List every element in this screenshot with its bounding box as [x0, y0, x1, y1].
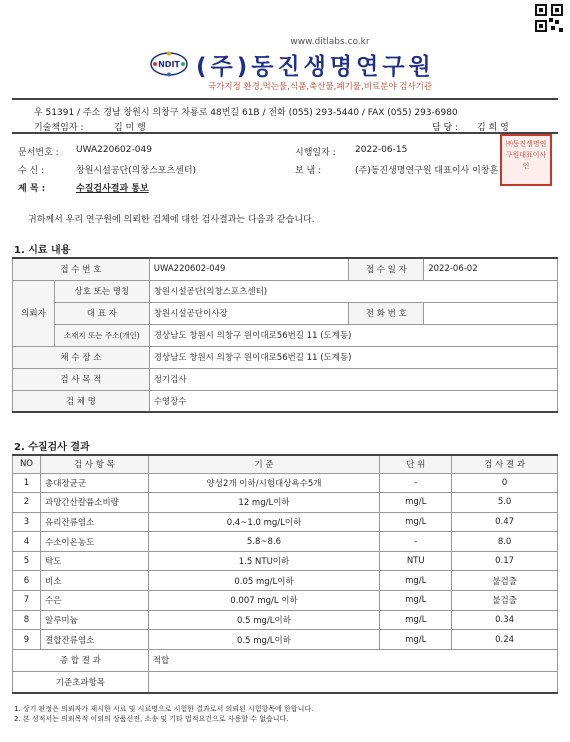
sampling-value: 경상남도 창원시 의창구 원이대로56번길 11 (도계동) — [149, 346, 557, 368]
manager-name: 김 희 영 — [477, 123, 509, 133]
row-no: 4 — [13, 532, 41, 552]
row-no: 9 — [13, 630, 41, 650]
address-value: 경상남도 창원시 의창구 원이대로56번길 11 (도계동) — [149, 324, 557, 346]
phone-value — [424, 302, 558, 324]
overall-label: 종 합 결 과 — [13, 649, 149, 671]
row-item: 수은 — [40, 591, 148, 611]
table-row — [13, 302, 558, 324]
row-standard: 5.8~8.6 — [148, 532, 380, 552]
recipient-label: 수 신 : — [18, 166, 45, 176]
row-result: 0.24 — [452, 630, 558, 650]
row-unit: NTU — [380, 551, 452, 571]
specimen-label: 검 체 명 — [13, 390, 150, 412]
table-row — [13, 390, 558, 412]
subject-value: 수질검사결과 통보 — [76, 184, 149, 194]
accreditation-text: 국가지정 환경,먹는물,식품,축산물,폐기물,비료분야 검사기관 — [207, 82, 433, 92]
phone-label: 전 화 번 호 — [349, 302, 424, 324]
sender-label: 보 냄 : — [295, 166, 322, 176]
table-row — [13, 258, 558, 280]
row-unit: mg/L — [380, 610, 452, 630]
purpose-label: 검 사 목 적 — [13, 368, 150, 390]
subject-label: 제 목 : — [18, 184, 46, 194]
org-value: 창원시설공단(의창스포츠센터) — [149, 280, 557, 302]
exceed-value — [148, 671, 557, 693]
table-row — [13, 591, 558, 611]
row-unit: mg/L — [380, 571, 452, 591]
receipt-date-label: 접 수 일 자 — [349, 258, 424, 280]
row-result: 불검출 — [452, 571, 558, 591]
footnote-2: 2. 본 성적서는 의뢰목적 이외의 상품선전, 소송 및 기타 법적요건으로 사용할 수 없습니다. — [14, 715, 289, 723]
table-row — [13, 473, 558, 493]
specimen-value: 수영장수 — [149, 390, 557, 412]
rep-value: 창원시설공단이사장 — [149, 302, 349, 324]
row-standard: 1.5 NTU이하 — [148, 551, 380, 571]
recipient-value: 창원시설공단(의창스포츠센터) — [76, 166, 197, 176]
tech-manager-name: 김 미 행 — [114, 123, 146, 133]
exceed-label: 기준초과항목 — [13, 671, 149, 693]
stamp-text: ㈜동진생명연구원대표이사인 — [505, 140, 547, 170]
row-no: 2 — [13, 493, 41, 513]
row-item: 총대장균군 — [40, 473, 148, 493]
row-standard: 0.05 mg/L이하 — [148, 571, 380, 591]
table-header-row — [13, 455, 558, 473]
row-result: 0.17 — [452, 551, 558, 571]
row-no: 1 — [13, 473, 41, 493]
row-unit: mg/L — [380, 630, 452, 650]
row-result: 8.0 — [452, 532, 558, 552]
footnote-1: 1. 상기 판정은 의뢰자가 제시한 시료 및 시료명으로 시험한 결과로서 의뢰된 시험항목에 한합니다. — [14, 705, 314, 713]
receipt-date-value: 2022-06-02 — [424, 258, 558, 280]
row-no: 5 — [13, 551, 41, 571]
row-item: 비소 — [40, 571, 148, 591]
row-result: 0.47 — [452, 512, 558, 532]
row-no: 7 — [13, 591, 41, 611]
row-unit: - — [380, 473, 452, 493]
row-item: 수소이온농도 — [40, 532, 148, 552]
table-row — [13, 324, 558, 346]
row-unit: mg/L — [380, 493, 452, 513]
company-logo — [150, 50, 435, 78]
row-no: 6 — [13, 571, 41, 591]
col-header-standard: 기 준 — [148, 455, 380, 473]
table-row — [13, 493, 558, 513]
website-url[interactable]: www.ditlabs.co.kr — [290, 37, 370, 47]
row-standard: 0.4~1.0 mg/L이하 — [148, 512, 380, 532]
row-item: 유리잔류염소 — [40, 512, 148, 532]
row-unit: - — [380, 532, 452, 552]
official-seal-stamp — [500, 134, 552, 186]
company-name: (주)동진생명연구원 — [196, 53, 435, 80]
footnotes — [14, 704, 313, 724]
row-no: 3 — [13, 512, 41, 532]
ndit-logo-icon — [150, 51, 188, 77]
table-row — [13, 630, 558, 650]
org-label: 상호 또는 명칭 — [54, 280, 149, 302]
client-label: 의뢰자 — [13, 280, 55, 346]
table-row — [13, 512, 558, 532]
sampling-label: 채 수 장 소 — [13, 346, 150, 368]
table-row — [13, 571, 558, 591]
sender-value: (주)동진생명연구원 대표이사 이창훈 — [355, 166, 499, 176]
overall-result-row — [13, 649, 558, 671]
row-result: 5.0 — [452, 493, 558, 513]
col-header-unit: 단 위 — [380, 455, 452, 473]
row-standard: 0.5 mg/L이하 — [148, 630, 380, 650]
row-item: 과망간산칼륨소비량 — [40, 493, 148, 513]
col-header-result: 검 사 결 과 — [452, 455, 558, 473]
section2-title: 2. 수질검사 결과 — [14, 442, 90, 453]
table-row — [13, 610, 558, 630]
row-standard: 12 mg/L이하 — [148, 493, 380, 513]
date-label: 시행일자 : — [295, 148, 336, 158]
logo-badge-text: NDIT — [158, 60, 180, 69]
row-no: 8 — [13, 610, 41, 630]
docno-value: UWA220602-049 — [76, 145, 152, 155]
row-item: 알루미늄 — [40, 610, 148, 630]
row-result: 0.34 — [452, 610, 558, 630]
row-result: 불검출 — [452, 591, 558, 611]
date-value: 2022-06-15 — [355, 145, 408, 155]
manager-label: 담 당 : — [432, 123, 459, 133]
row-item: 결합잔류염소 — [40, 630, 148, 650]
rep-label: 대 표 자 — [54, 302, 149, 324]
table-row — [13, 346, 558, 368]
qr-code-icon — [535, 4, 563, 32]
address-line: 우 51391 / 주소 경남 창원시 의창구 차룡로 48번길 61B / 전화 (055) 293-5440 / FAX (055) 293-6980 — [34, 108, 458, 118]
row-unit: mg/L — [380, 591, 452, 611]
table-row — [13, 532, 558, 552]
table-row — [13, 551, 558, 571]
purpose-value: 정기검사 — [149, 368, 557, 390]
tech-manager-label: 기술책임자 : — [34, 123, 84, 133]
section1-title: 1. 시료 내용 — [14, 245, 71, 256]
intro-text: 귀하께서 우리 연구원에 의뢰한 검체에 대한 검사결과는 다음과 같습니다. — [28, 215, 315, 225]
results-table — [12, 454, 558, 694]
address-box — [12, 98, 558, 134]
docno-label: 문서번호 : — [18, 148, 59, 158]
row-standard: 0.007 mg/L 이하 — [148, 591, 380, 611]
row-result: 0 — [452, 473, 558, 493]
table-row — [13, 368, 558, 390]
sample-info-table — [12, 257, 558, 413]
row-standard: 양성2개 이하/시험대상욕수5개 — [148, 473, 380, 493]
col-header-no: NO — [13, 455, 41, 473]
receipt-no-value: UWA220602-049 — [149, 258, 349, 280]
exceed-items-row — [13, 671, 558, 693]
row-unit: mg/L — [380, 512, 452, 532]
col-header-item: 검 사 항 목 — [40, 455, 148, 473]
table-row — [13, 280, 558, 302]
overall-value: 적합 — [148, 649, 557, 671]
address-label: 소재지 또는 주소(개인) — [54, 324, 149, 346]
receipt-no-label: 접 수 번 호 — [13, 258, 150, 280]
row-item: 탁도 — [40, 551, 148, 571]
row-standard: 0.5 mg/L이하 — [148, 610, 380, 630]
